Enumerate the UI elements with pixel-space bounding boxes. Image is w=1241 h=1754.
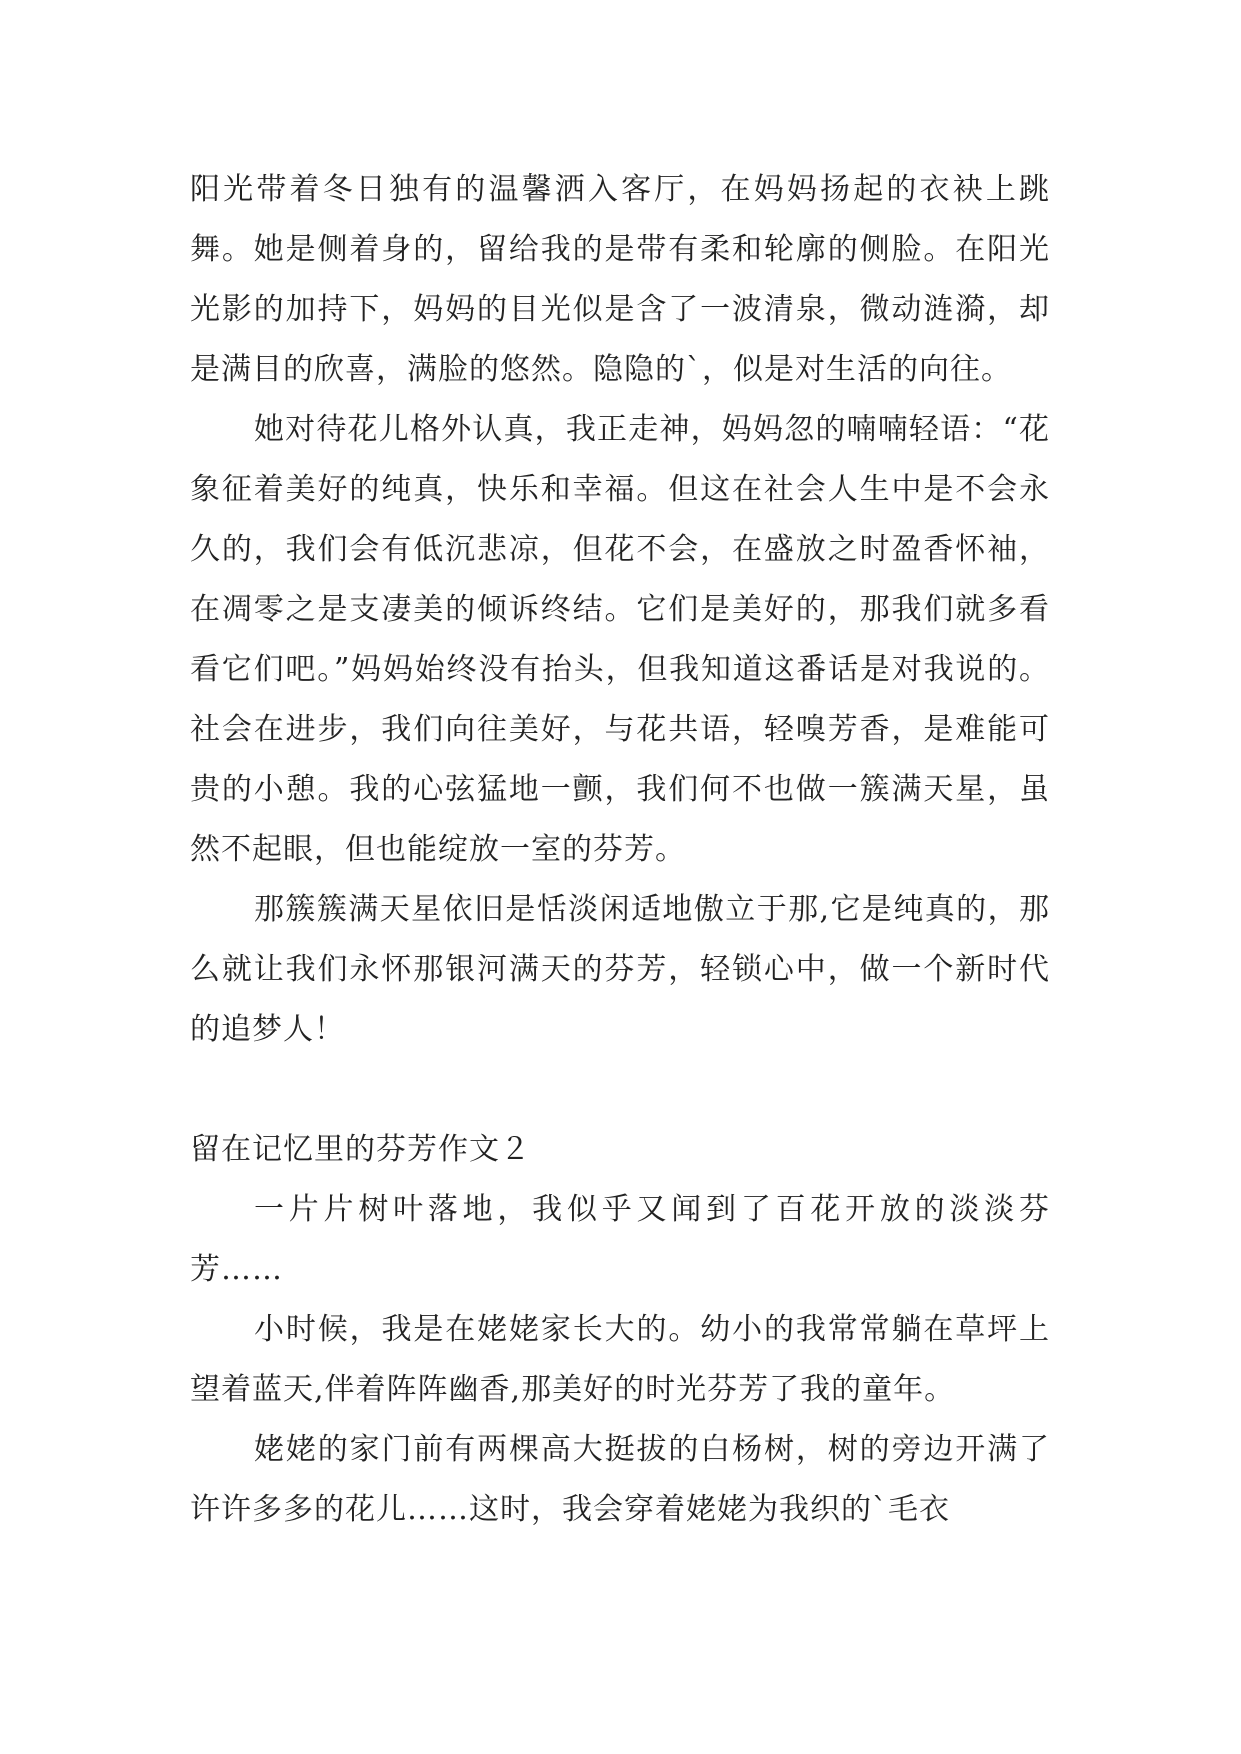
paragraph-1: 阳光带着冬日独有的温馨洒入客厅，在妈妈扬起的衣袂上跳舞。她是侧着身的，留给我的是带有柔和轮廓的侧脸。在阳光光影的加持下，妈妈的目光似是含了一波清泉，微动涟漪，却是满目的欣喜，满脸的悠然。隐隐的`，似是对生活的向往。	[190, 172, 1050, 387]
section-heading: 留在记忆里的芬芳作文２	[190, 1132, 531, 1167]
paragraph-5: 小时候，我是在姥姥家长大的。幼小的我常常躺在草坪上望着蓝天,伴着阵阵幽香,那美好的时光芬芳了我的童年。	[190, 1312, 1050, 1407]
paragraph-3: 那簇簇满天星依旧是恬淡闲适地傲立于那,它是纯真的，那么就让我们永怀那银河满天的芬芳，轻锁心中，做一个新时代的追梦人！	[190, 892, 1050, 1047]
paragraph-2: 她对待花儿格外认真，我正走神，妈妈忽的喃喃轻语：“花象征着美好的纯真，快乐和幸福。但这在社会人生中是不会永久的，我们会有低沉悲凉，但花不会，在盛放之时盈香怀袖，在凋零之是支凄美的倾诉终结。它们是美好的，那我们就多看看它们吧。”妈妈始终没有抬头，但我知道这番话是对我说的。社会在进步，我们向往美好，与花共语，轻嗅芳香，是难能可贵的小憩。我的心弦猛地一颤，我们何不也做一簇满天星，虽然不起眼，但也能绽放一室的芬芳。	[190, 412, 1050, 867]
document-body	[190, 160, 1050, 1540]
paragraph-6: 姥姥的家门前有两棵高大挺拔的白杨树，树的旁边开满了许许多多的花儿……这时，我会穿着姥姥为我织的`毛衣	[190, 1432, 1050, 1527]
paragraph-4: 一片片树叶落地，我似乎又闻到了百花开放的淡淡芬芳……	[190, 1192, 1050, 1287]
